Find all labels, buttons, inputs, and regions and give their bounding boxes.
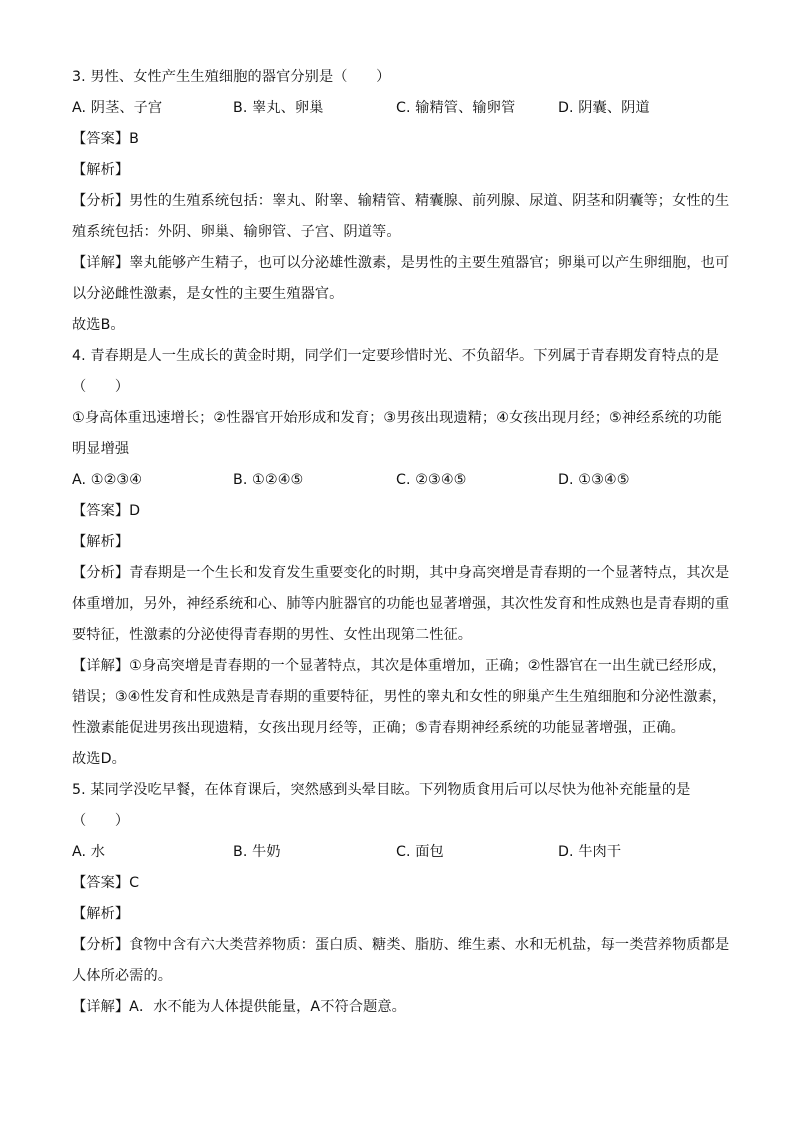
q4-detail-line: 性激素能促进男孩出现遗精，女孩出现月经等，正确；⑤青春期神经系统的功能显著增强，正确。	[72, 720, 685, 736]
q4-analysis-heading: 【解析】	[72, 534, 130, 550]
q3-stem: 3. 男性、女性产生生殖细胞的器官分别是（ ）	[72, 69, 391, 85]
q3-option-b: B. 睾丸、卵巢	[233, 100, 324, 116]
q4-statement: 明显增强	[72, 441, 130, 457]
q3-analysis-line: 殖系统包括：外阴、卵巢、输卵管、子宫、阴道等。	[72, 224, 401, 240]
q4-stem-blank: （ ）	[72, 379, 130, 395]
q3-option-c: C. 输精管、输卵管	[396, 100, 516, 116]
q3-option-d: D. 阴囊、阴道	[558, 100, 650, 116]
q4-options	[72, 465, 722, 496]
q5-option-c: C. 面包	[396, 844, 444, 860]
q4-option-b: B. ①②④⑤	[233, 472, 304, 488]
q4-analysis-line: 【分析】青春期是一个生长和发育发生重要变化的时期，其中身高突增是青春期的一个显著特点，其次是	[72, 565, 730, 581]
q5-stem-blank: （ ）	[72, 813, 130, 829]
q4-option-a: A. ①②③④	[72, 472, 143, 488]
q5-detail-line: 【详解】A．水不能为人体提供能量，A不符合题意。	[72, 999, 406, 1015]
q4-analysis-line: 体重增加，另外，神经系统和心、肺等内脏器官的功能也显著增强，其次性发育和性成熟也是青春期的重	[72, 596, 730, 612]
q4-analysis-line: 要特征，性激素的分泌使得青春期的男性、女性出现第二性征。	[72, 627, 473, 643]
q3-options	[72, 93, 722, 124]
q4-stem: 4. 青春期是人一生成长的黄金时期，同学们一定要珍惜时光、不负韶华。下列属于青春期发育特点的是	[72, 348, 719, 364]
q4-option-c: C. ②③④⑤	[396, 472, 467, 488]
q4-detail-line: 【详解】①身高突增是青春期的一个显著特点，其次是体重增加，正确；②性器官在一出生就已经形成，	[72, 658, 727, 674]
document-page	[72, 62, 730, 1023]
q5-analysis-line: 【分析】食物中含有六大类营养物质：蛋白质、糖类、脂肪、维生素、水和无机盐，每一类营养物质都是	[72, 937, 730, 953]
q5-stem: 5. 某同学没吃早餐，在体育课后，突然感到头晕目眩。下列物质食用后可以尽快为他补充能量的是	[72, 782, 691, 798]
q3-detail-line: 【详解】睾丸能够产生精子，也可以分泌雄性激素，是男性的主要生殖器官；卵巢可以产生卵细胞，也可	[72, 255, 730, 271]
q5-analysis-heading: 【解析】	[72, 906, 130, 922]
q5-option-a: A. 水	[72, 844, 106, 860]
q4-detail-line: 错误；③④性发育和性成熟是青春期的重要特征，男性的睾丸和女性的卵巢产生生殖细胞和分泌性激素，	[72, 689, 727, 705]
q3-conclusion: 故选B。	[72, 317, 125, 333]
q3-detail-line: 以分泌雌性激素，是女性的主要生殖器官。	[72, 286, 344, 302]
q4-option-d: D. ①③④⑤	[558, 472, 630, 488]
q4-answer: 【答案】D	[72, 503, 141, 519]
q3-analysis-line: 【分析】男性的生殖系统包括：睾丸、附睾、输精管、精囊腺、前列腺、尿道、阴茎和阴囊等；女性的生	[72, 193, 730, 209]
q3-analysis-heading: 【解析】	[72, 162, 130, 178]
q5-answer: 【答案】C	[72, 875, 140, 891]
q3-answer: 【答案】B	[72, 131, 139, 147]
q5-option-d: D. 牛肉干	[558, 844, 622, 860]
q5-analysis-line: 人体所必需的。	[72, 968, 173, 984]
q4-statement: ①身高体重迅速增长；②性器官开始形成和发育；③男孩出现遗精；④女孩出现月经；⑤神经系统的功能	[72, 410, 722, 426]
q3-option-a: A. 阴茎、子宫	[72, 100, 163, 116]
q4-conclusion: 故选D。	[72, 751, 126, 767]
q5-options	[72, 837, 722, 868]
q5-option-b: B. 牛奶	[233, 844, 281, 860]
